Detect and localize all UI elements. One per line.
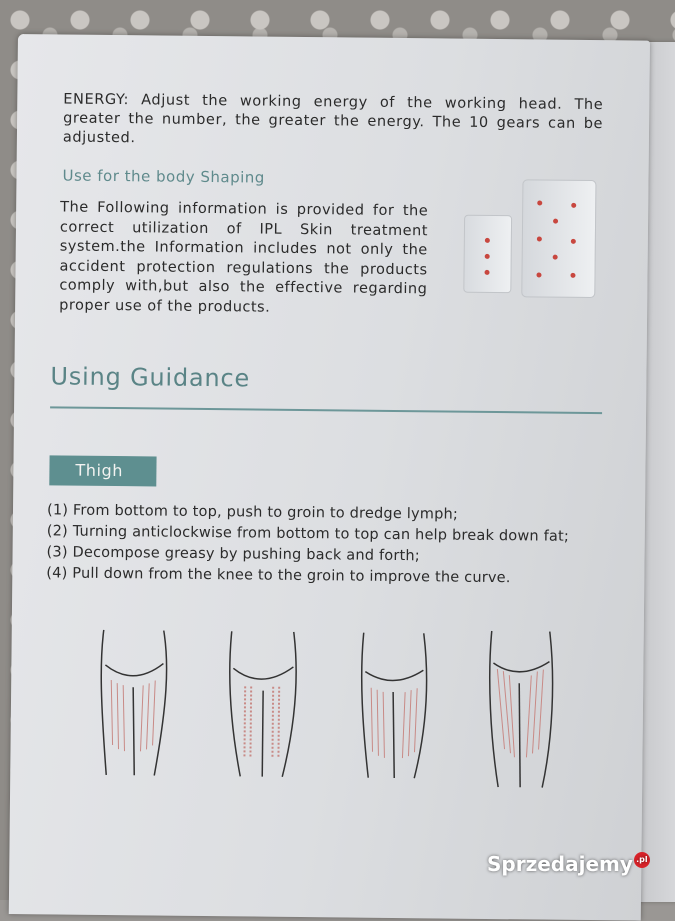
instruction-step: (4) Pull down from the knee to the groin to improve the curve. (46, 565, 511, 587)
light-dot (485, 238, 490, 243)
thigh-tag: Thigh (49, 455, 156, 486)
small-treatment-head-image (463, 215, 512, 293)
instruction-step: (2) Turning anticlockwise from bottom to top can help break down fat; (46, 523, 570, 545)
thigh-figure-4 (489, 631, 554, 788)
light-dot (485, 270, 490, 275)
instruction-list (46, 500, 607, 590)
section-title: Using Guidance (50, 362, 251, 393)
manual-page (9, 34, 650, 921)
light-dot (537, 236, 542, 241)
instruction-step: (1) From bottom to top, push to groin to dredge lymph; (46, 502, 459, 523)
instruction-step: (3) Decompose greasy by pushing back and forth; (46, 544, 421, 565)
light-dot (536, 272, 541, 277)
light-dot (553, 219, 558, 224)
watermark-badge: .pl (634, 852, 650, 868)
large-treatment-head-image (521, 179, 596, 298)
watermark-text: Sprzedajemy (487, 852, 633, 876)
thigh-illustrations (90, 625, 572, 800)
light-dot (571, 239, 576, 244)
body-shaping-heading: Use for the body Shaping (62, 166, 265, 187)
watermark-logo (487, 852, 650, 876)
light-dot (571, 203, 576, 208)
thigh-figure-2 (229, 631, 297, 777)
light-dot (553, 255, 558, 260)
thigh-figure-1 (100, 630, 167, 776)
info-paragraph: The Following information is provided for the correct utilization of IPL Skin treatment system.the Information includes not only the accident protection regulations the products comply with,but also the effective regarding proper use of the products. (59, 199, 429, 316)
thigh-figure-3 (361, 633, 427, 779)
light-dot (537, 200, 542, 205)
energy-paragraph: ENERGY: Adjust the working energy of the working head. The greater the number, the greater the energy. The 10 gears can be adjusted. (62, 91, 604, 147)
light-dot (570, 273, 575, 278)
light-dot (485, 254, 490, 259)
section-divider (50, 406, 602, 413)
